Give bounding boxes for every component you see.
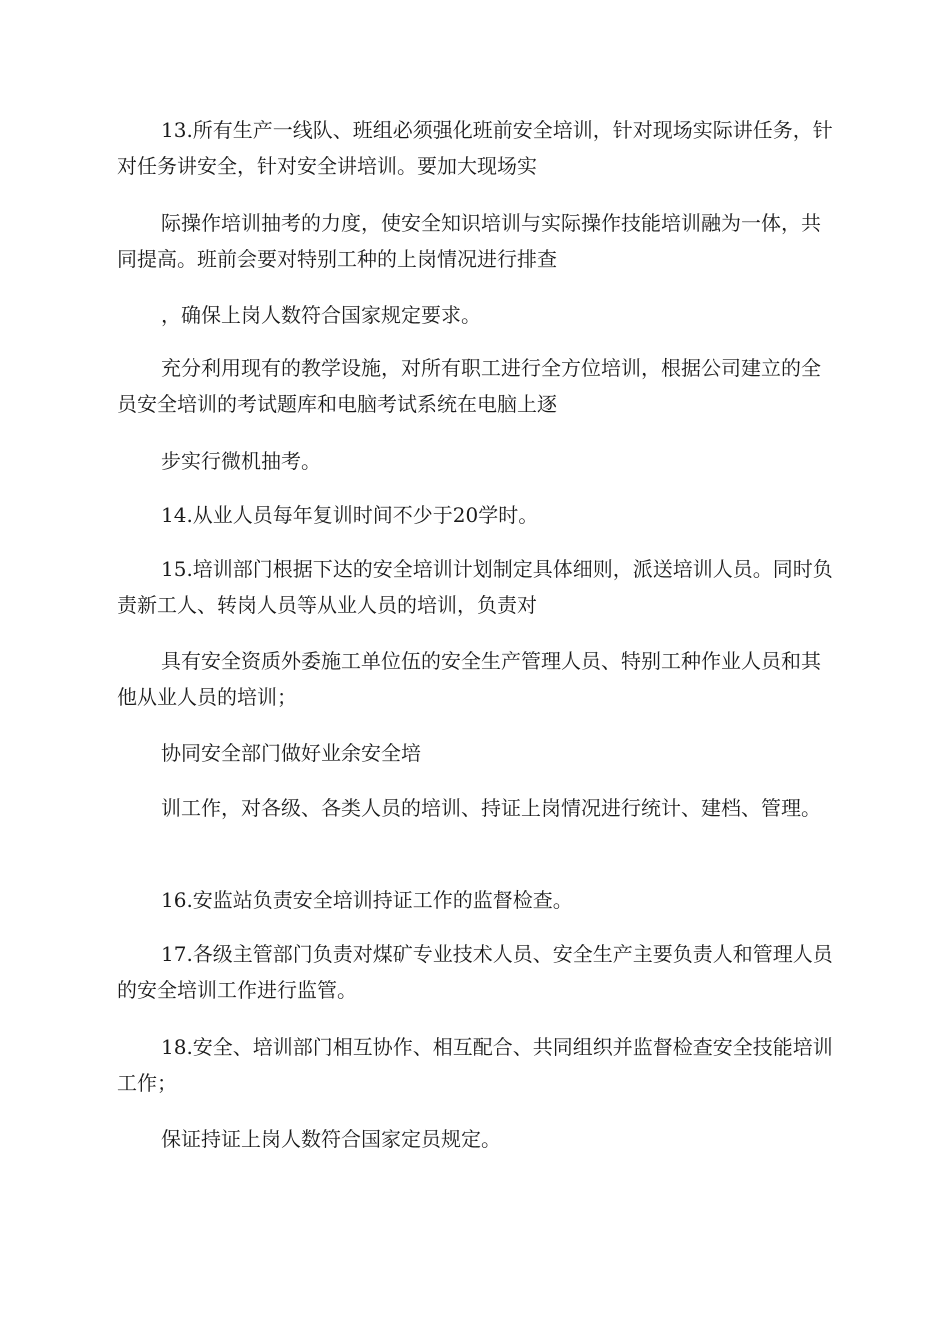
paragraph-15-end: 训工作，对各级、各类人员的培训、持证上岗情况进行统计、建档、管理。 xyxy=(161,796,821,820)
paragraph-13: 13.所有生产一线队、班组必须强化班前安全培训，针对现场实际讲任务，针对任务讲安全，针对安全讲培训。要加大现场实 xyxy=(117,118,833,178)
paragraph-15-cooperation: 协同安全部门做好业余安全培 xyxy=(161,741,421,765)
paragraph-16: 16.安监站负责安全培训持证工作的监督检查。 xyxy=(161,888,573,912)
paragraph-17: 17.各级主管部门负责对煤矿专业技术人员、安全生产主要负责人和管理人员的安全培训工作进行监管。 xyxy=(117,942,833,1002)
paragraph-15: 15.培训部门根据下达的安全培训计划制定具体细则，派送培训人员。同时负责新工人、转岗人员等从业人员的培训，负责对 xyxy=(117,557,833,617)
paragraph-13-end: ，确保上岗人数符合国家规定要求。 xyxy=(161,303,481,327)
paragraph-18-end: 保证持证上岗人数符合国家定员规定。 xyxy=(161,1127,501,1151)
paragraph-18: 18.安全、培训部门相互协作、相互配合、共同组织并监督检查安全技能培训工作； xyxy=(117,1035,833,1095)
paragraph-14: 14.从业人员每年复训时间不少于20学时。 xyxy=(161,503,539,527)
paragraph-facilities: 充分利用现有的教学设施，对所有职工进行全方位培训，根据公司建立的全员安全培训的考试题库和电脑考试系统在电脑上逐 xyxy=(117,356,821,416)
paragraph-15-continued: 具有安全资质外委施工单位伍的安全生产管理人员、特别工种作业人员和其他从业人员的培训； xyxy=(117,649,821,709)
paragraph-13-continued: 际操作培训抽考的力度，使安全知识培训与实际操作技能培训融为一体，共同提高。班前会要对特别工种的上岗情况进行排查 xyxy=(117,211,821,271)
paragraph-facilities-end: 步实行微机抽考。 xyxy=(161,449,321,473)
